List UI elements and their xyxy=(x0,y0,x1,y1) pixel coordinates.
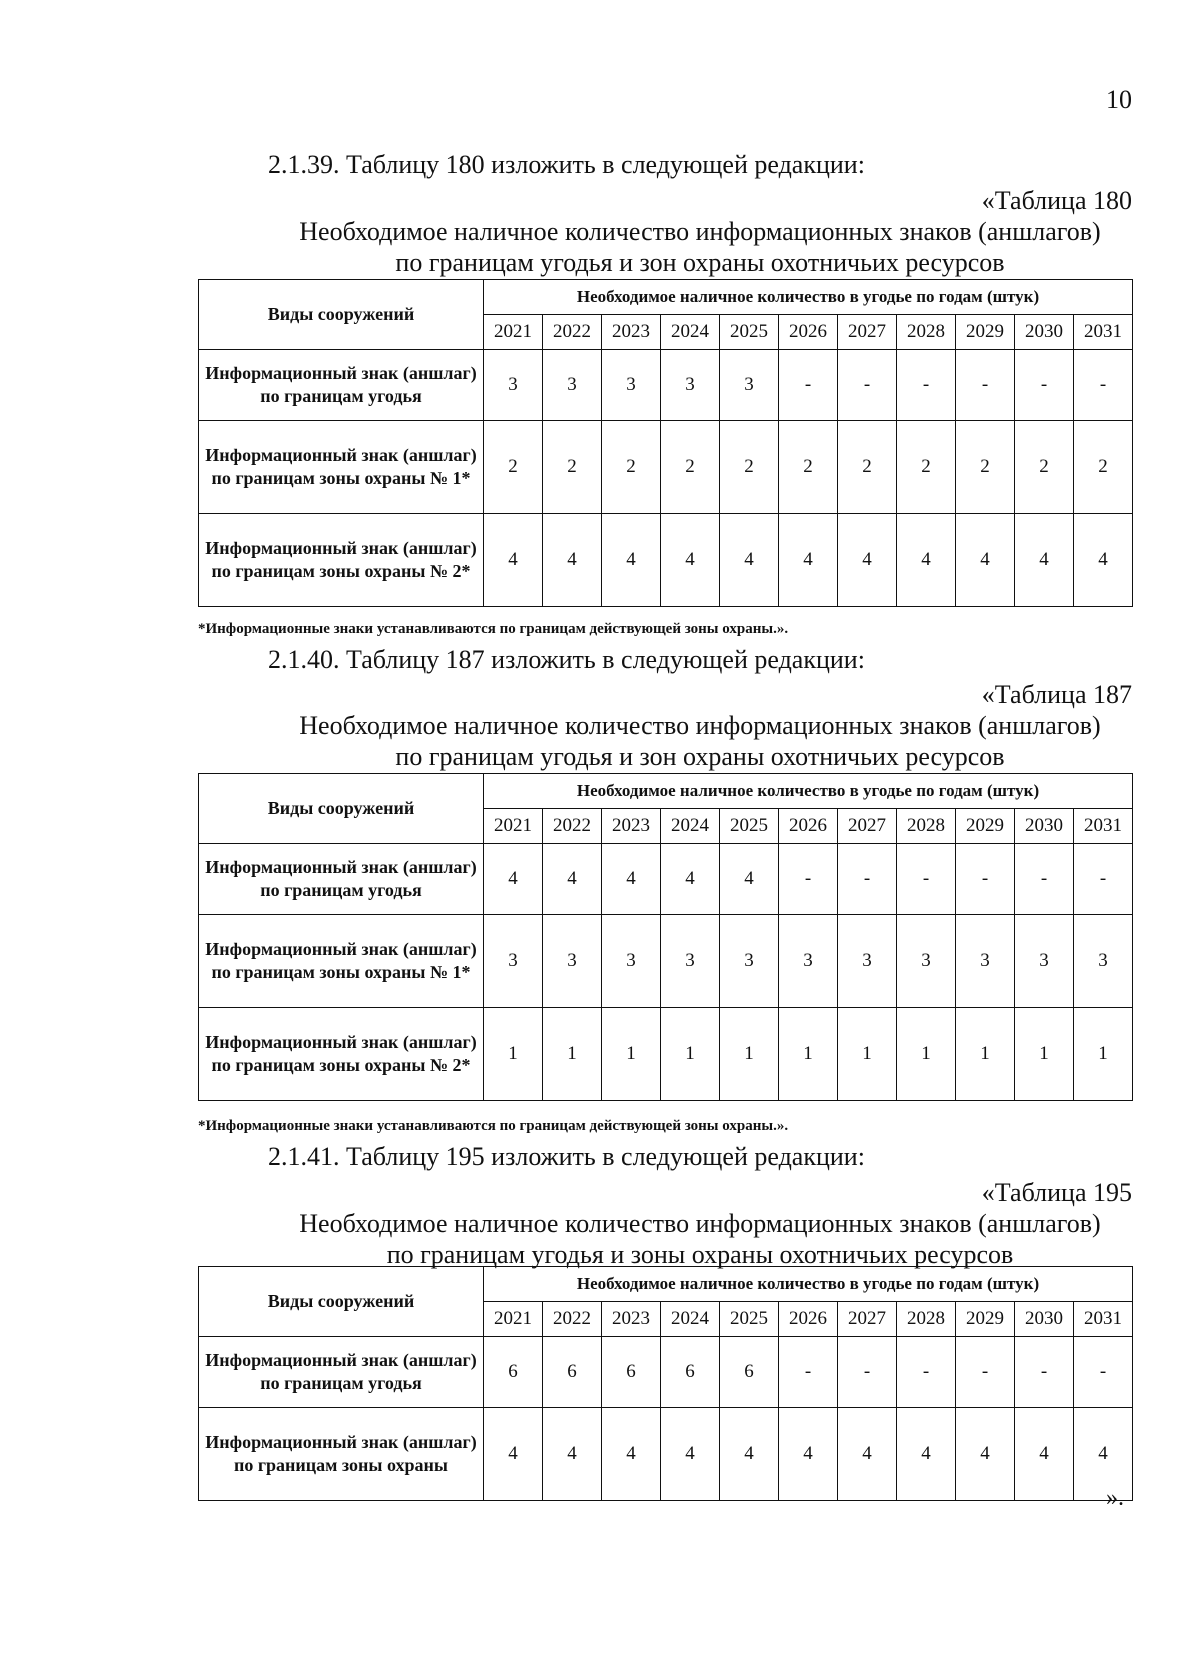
cell-value: - xyxy=(1074,844,1133,915)
year-header: 2027 xyxy=(838,809,897,844)
year-header: 2023 xyxy=(602,315,661,350)
table-row xyxy=(199,514,1133,607)
year-header: 2030 xyxy=(1015,315,1074,350)
cell-value: 2 xyxy=(720,421,779,514)
cell-value: 4 xyxy=(1074,514,1133,607)
caption-line: Необходимое наличное количество информационных знаков (аншлагов) xyxy=(299,217,1101,246)
cell-value: 2 xyxy=(543,421,602,514)
cell-value: 6 xyxy=(602,1337,661,1408)
cell-value: 4 xyxy=(543,1408,602,1501)
cell-value: 3 xyxy=(543,350,602,421)
year-header: 2023 xyxy=(602,1302,661,1337)
year-header: 2026 xyxy=(779,315,838,350)
year-header: 2031 xyxy=(1074,809,1133,844)
year-header: 2025 xyxy=(720,315,779,350)
row-label: Информационный знак (аншлаг) по границам угодья xyxy=(199,844,484,915)
cell-value: 1 xyxy=(897,1008,956,1101)
cell-value: 1 xyxy=(779,1008,838,1101)
cell-value: 4 xyxy=(897,514,956,607)
cell-value: 4 xyxy=(661,844,720,915)
header-kind: Виды сооружений xyxy=(199,774,484,844)
cell-value: 1 xyxy=(838,1008,897,1101)
cell-value: 6 xyxy=(661,1337,720,1408)
cell-value: 4 xyxy=(661,514,720,607)
table-row xyxy=(199,844,1133,915)
cell-value: 3 xyxy=(897,915,956,1008)
header-group: Необходимое наличное количество в угодье по годам (штук) xyxy=(484,280,1133,315)
cell-value: 2 xyxy=(779,421,838,514)
cell-value: 6 xyxy=(543,1337,602,1408)
cell-value: - xyxy=(779,1337,838,1408)
cell-value: 4 xyxy=(720,514,779,607)
year-header: 2028 xyxy=(897,809,956,844)
year-header: 2029 xyxy=(956,1302,1015,1337)
year-header: 2024 xyxy=(661,315,720,350)
year-header: 2021 xyxy=(484,315,543,350)
cell-value: 2 xyxy=(956,421,1015,514)
end-mark: ». xyxy=(1106,1485,1124,1511)
year-header: 2026 xyxy=(779,809,838,844)
cell-value: - xyxy=(1015,844,1074,915)
cell-value: 4 xyxy=(897,1408,956,1501)
cell-value: - xyxy=(956,350,1015,421)
cell-value: 4 xyxy=(779,1408,838,1501)
cell-value: 6 xyxy=(720,1337,779,1408)
year-header: 2025 xyxy=(720,809,779,844)
cell-value: 2 xyxy=(661,421,720,514)
row-label: Информационный знак (аншлаг) по границам зоны охраны № 1* xyxy=(199,915,484,1008)
header-group: Необходимое наличное количество в угодье по годам (штук) xyxy=(484,1267,1133,1302)
caption-line: по границам угодья и зоны охраны охотничьих ресурсов xyxy=(386,1240,1014,1269)
table-row xyxy=(199,421,1133,514)
data-table xyxy=(198,279,1133,607)
cell-value: 2 xyxy=(1074,421,1133,514)
cell-value: 1 xyxy=(484,1008,543,1101)
table-row xyxy=(199,1337,1133,1408)
table-row xyxy=(199,1408,1133,1501)
footnote: *Информационные знаки устанавливаются по границам действующей зоны охраны.». xyxy=(198,621,789,637)
cell-value: - xyxy=(897,844,956,915)
table-row xyxy=(199,915,1133,1008)
cell-value: 4 xyxy=(602,514,661,607)
year-header: 2027 xyxy=(838,1302,897,1337)
caption-line: Необходимое наличное количество информационных знаков (аншлагов) xyxy=(299,1209,1101,1238)
header-group: Необходимое наличное количество в угодье по годам (штук) xyxy=(484,774,1133,809)
cell-value: 4 xyxy=(1015,514,1074,607)
year-header: 2022 xyxy=(543,809,602,844)
cell-value: 3 xyxy=(661,915,720,1008)
cell-value: 4 xyxy=(838,1408,897,1501)
cell-value: - xyxy=(1074,350,1133,421)
year-header: 2029 xyxy=(956,315,1015,350)
year-header: 2028 xyxy=(897,1302,956,1337)
header-kind: Виды сооружений xyxy=(199,1267,484,1337)
cell-value: 1 xyxy=(720,1008,779,1101)
cell-value: 3 xyxy=(661,350,720,421)
cell-value: 2 xyxy=(1015,421,1074,514)
cell-value: 2 xyxy=(602,421,661,514)
year-header: 2031 xyxy=(1074,1302,1133,1337)
year-header: 2028 xyxy=(897,315,956,350)
cell-value: - xyxy=(779,350,838,421)
cell-value: - xyxy=(1015,1337,1074,1408)
cell-value: 4 xyxy=(602,844,661,915)
cell-value: 3 xyxy=(602,915,661,1008)
cell-value: 1 xyxy=(543,1008,602,1101)
cell-value: 3 xyxy=(484,350,543,421)
cell-value: 3 xyxy=(779,915,838,1008)
cell-value: 4 xyxy=(1074,1408,1133,1501)
year-header: 2021 xyxy=(484,809,543,844)
year-header: 2024 xyxy=(661,809,720,844)
row-label: Информационный знак (аншлаг) по границам угодья xyxy=(199,350,484,421)
cell-value: 6 xyxy=(484,1337,543,1408)
footnote: *Информационные знаки устанавливаются по границам действующей зоны охраны.». xyxy=(198,1118,789,1134)
year-header: 2030 xyxy=(1015,809,1074,844)
table-caption xyxy=(200,1208,1200,1270)
cell-value: - xyxy=(779,844,838,915)
section-heading: 2.1.41. Таблицу 195 изложить в следующей редакции: xyxy=(268,1142,865,1171)
cell-value: - xyxy=(1015,350,1074,421)
year-header: 2027 xyxy=(838,315,897,350)
table-label: «Таблица 180 xyxy=(981,186,1132,215)
table-caption xyxy=(200,216,1200,278)
section-heading: 2.1.39. Таблицу 180 изложить в следующей редакции: xyxy=(268,150,865,179)
row-label: Информационный знак (аншлаг) по границам угодья xyxy=(199,1337,484,1408)
cell-value: 4 xyxy=(484,514,543,607)
cell-value: 4 xyxy=(1015,1408,1074,1501)
table-row xyxy=(199,350,1133,421)
cell-value: 2 xyxy=(838,421,897,514)
cell-value: 3 xyxy=(543,915,602,1008)
cell-value: 3 xyxy=(1074,915,1133,1008)
cell-value: 4 xyxy=(543,844,602,915)
cell-value: - xyxy=(956,844,1015,915)
row-label: Информационный знак (аншлаг) по границам зоны охраны № 1* xyxy=(199,421,484,514)
cell-value: 3 xyxy=(484,915,543,1008)
cell-value: - xyxy=(897,350,956,421)
caption-line: по границам угодья и зон охраны охотничьих ресурсов xyxy=(395,248,1005,277)
cell-value: - xyxy=(838,844,897,915)
cell-value: - xyxy=(1074,1337,1133,1408)
cell-value: 1 xyxy=(1074,1008,1133,1101)
cell-value: 4 xyxy=(956,1408,1015,1501)
cell-value: 3 xyxy=(838,915,897,1008)
year-header: 2022 xyxy=(543,1302,602,1337)
year-header: 2026 xyxy=(779,1302,838,1337)
table-label: «Таблица 195 xyxy=(981,1178,1132,1207)
cell-value: 4 xyxy=(484,844,543,915)
cell-value: 2 xyxy=(484,421,543,514)
table-caption xyxy=(200,710,1200,772)
cell-value: 3 xyxy=(602,350,661,421)
cell-value: - xyxy=(897,1337,956,1408)
year-header: 2030 xyxy=(1015,1302,1074,1337)
section-heading: 2.1.40. Таблицу 187 изложить в следующей редакции: xyxy=(268,645,865,674)
cell-value: - xyxy=(838,1337,897,1408)
data-table xyxy=(198,773,1133,1101)
cell-value: - xyxy=(956,1337,1015,1408)
page-number: 10 xyxy=(1106,85,1132,114)
cell-value: 3 xyxy=(1015,915,1074,1008)
cell-value: 4 xyxy=(720,844,779,915)
cell-value: 4 xyxy=(779,514,838,607)
header-kind: Виды сооружений xyxy=(199,280,484,350)
cell-value: 1 xyxy=(956,1008,1015,1101)
table-row xyxy=(199,1008,1133,1101)
row-label: Информационный знак (аншлаг) по границам зоны охраны № 2* xyxy=(199,514,484,607)
cell-value: 3 xyxy=(720,350,779,421)
year-header: 2023 xyxy=(602,809,661,844)
cell-value: 4 xyxy=(602,1408,661,1501)
year-header: 2025 xyxy=(720,1302,779,1337)
row-label: Информационный знак (аншлаг) по границам зоны охраны xyxy=(199,1408,484,1501)
cell-value: 2 xyxy=(897,421,956,514)
year-header: 2021 xyxy=(484,1302,543,1337)
year-header: 2022 xyxy=(543,315,602,350)
year-header: 2024 xyxy=(661,1302,720,1337)
cell-value: 1 xyxy=(602,1008,661,1101)
year-header: 2029 xyxy=(956,809,1015,844)
row-label: Информационный знак (аншлаг) по границам зоны охраны № 2* xyxy=(199,1008,484,1101)
cell-value: 4 xyxy=(956,514,1015,607)
cell-value: - xyxy=(838,350,897,421)
table-label: «Таблица 187 xyxy=(981,680,1132,709)
cell-value: 4 xyxy=(484,1408,543,1501)
cell-value: 4 xyxy=(661,1408,720,1501)
cell-value: 4 xyxy=(838,514,897,607)
cell-value: 1 xyxy=(661,1008,720,1101)
cell-value: 4 xyxy=(720,1408,779,1501)
cell-value: 4 xyxy=(543,514,602,607)
data-table xyxy=(198,1266,1133,1501)
caption-line: Необходимое наличное количество информационных знаков (аншлагов) xyxy=(299,711,1101,740)
cell-value: 1 xyxy=(1015,1008,1074,1101)
cell-value: 3 xyxy=(720,915,779,1008)
cell-value: 3 xyxy=(956,915,1015,1008)
year-header: 2031 xyxy=(1074,315,1133,350)
caption-line: по границам угодья и зон охраны охотничьих ресурсов xyxy=(395,742,1005,771)
